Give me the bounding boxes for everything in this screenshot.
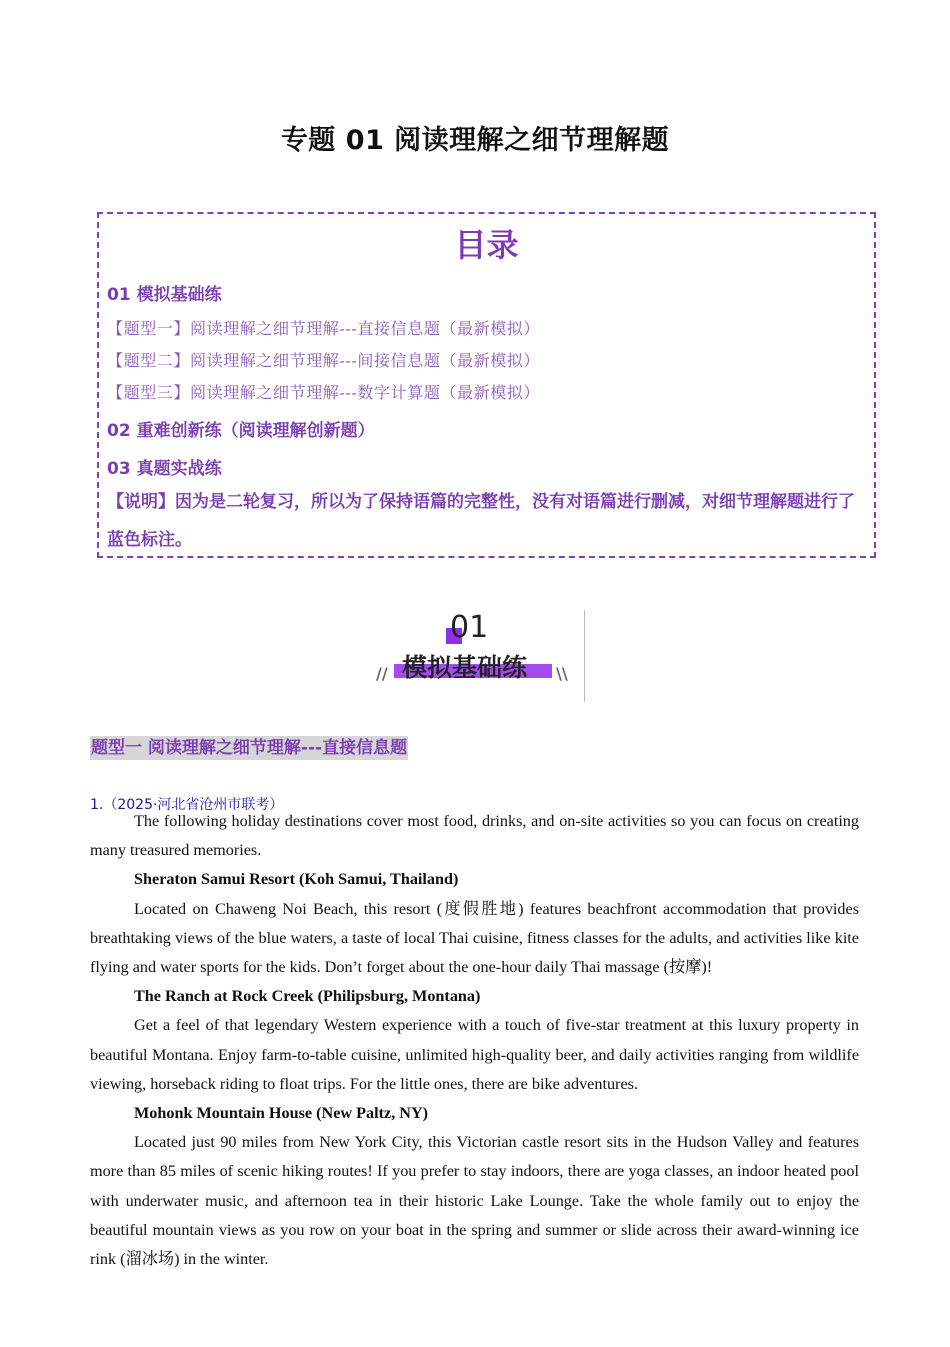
question-source: 1.（2025·河北省沧州市联考） [90, 797, 284, 813]
question-type-heading: 题型一 阅读理解之细节理解---直接信息题 [91, 738, 408, 758]
toc-type-1: 【题型一】阅读理解之细节理解---直接信息题（最新模拟） [107, 319, 541, 338]
toc-type-3: 【题型三】阅读理解之细节理解---数字计算题（最新模拟） [107, 383, 541, 402]
section-banner [370, 608, 590, 704]
table-of-contents [97, 212, 876, 558]
toc-note: 【说明】因为是二轮复习，所以为了保持语篇的完整性，没有对语篇进行删减，对细节理解题进行了蓝色标注。 [107, 492, 855, 550]
passage-paragraph: Located on Chaweng Noi Beach, this resort (度假胜地) features beachfront accommodation that provides breathtaking views of the blue waters, a taste of local Thai cuisine, fitness classes for the adults, and activities like kite flying and water sports for the kids. Don’t forget about the one-hour daily Thai massage (按摩)! [90, 899, 859, 977]
banner-divider [584, 610, 585, 702]
banner-number: 01 [450, 610, 489, 645]
passage-paragraph: Located just 90 miles from New York City, this Victorian castle resort sits in the Hudson Valley and features more than 85 miles of scenic hiking routes! If you prefer to stay indoors, there are yoga classes, an indoor heated pool with underwater music, and afternoon tea in their historic Lake Lounge. Take the whole family out to enjoy the beautiful mountain views as you row on your boat in the spring and summer or slide across their award-winning ice rink (溜冰场) in the winter. [90, 1133, 859, 1269]
resort-heading: The Ranch at Rock Creek (Philipsburg, Montana) [134, 987, 481, 1006]
reading-passage [90, 807, 859, 1274]
page-title: 专题 01 阅读理解之细节理解题 [280, 125, 670, 156]
banner-slash-right: \\ [556, 664, 568, 683]
banner-slash-left: // [376, 664, 388, 683]
passage-paragraph: The following holiday destinations cover most food, drinks, and on-site activities so you can focus on creating many treasured memories. [90, 812, 859, 860]
toc-part-1: 01 模拟基础练 [107, 285, 222, 305]
toc-type-2: 【题型二】阅读理解之细节理解---间接信息题（最新模拟） [107, 351, 541, 370]
passage-paragraph: Get a feel of that legendary Western experience with a touch of five-star treatment at this luxury property in beautiful Montana. Enjoy farm-to-table cuisine, unlimited high-quality beer, and daily activities ranging from wildlife viewing, horseback riding to float trips. For the little ones, there are bike adventures. [90, 1016, 859, 1093]
toc-part-2: 02 重难创新练（阅读理解创新题） [107, 421, 375, 441]
toc-heading: 目录 [454, 226, 519, 264]
banner-label: 模拟基础练 [402, 653, 528, 682]
resort-heading: Sheraton Samui Resort (Koh Samui, Thailand) [134, 870, 459, 889]
resort-heading: Mohonk Mountain House (New Paltz, NY) [134, 1104, 429, 1123]
toc-part-3: 03 真题实战练 [107, 459, 222, 479]
